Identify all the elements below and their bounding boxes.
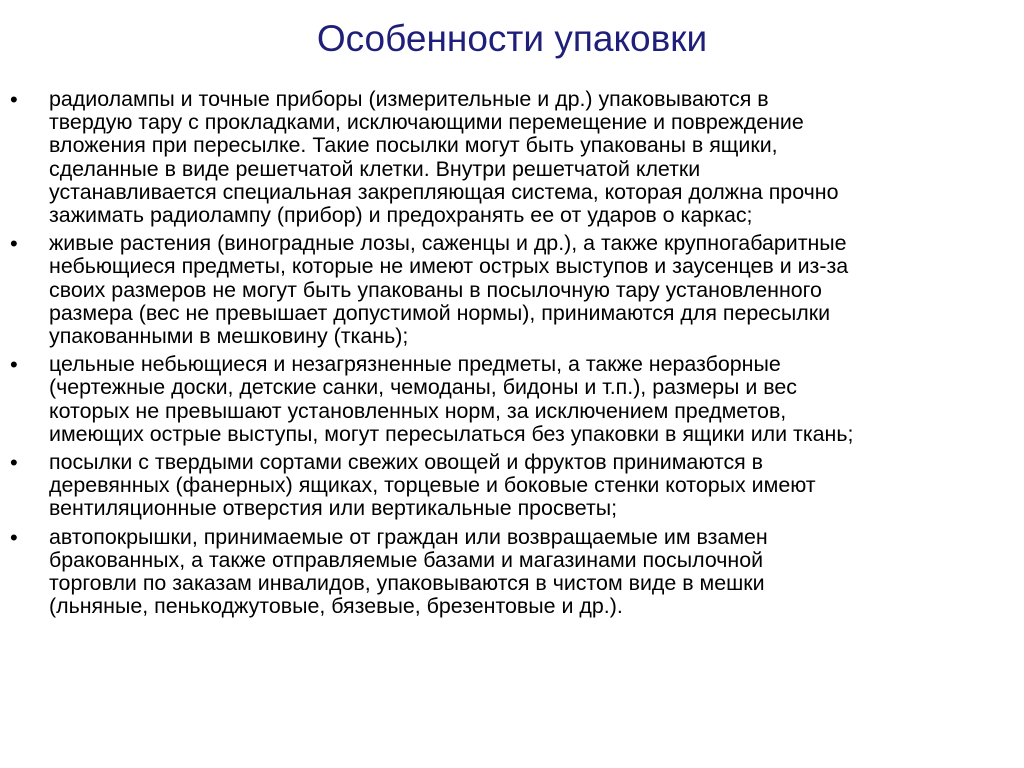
bullet-item <box>0 232 1024 348</box>
bullet-item <box>0 353 1024 446</box>
bullet-list <box>0 88 1024 623</box>
bullet-text: радиолампы и точные приборы (измерительные и др.) упаковываются в твердую тару с прокладками, исключающими перемещение и повреждение вложения при пересылке. Такие посылки могут быть упакованы в ящики, сделанные в виде решетчатой клетки. Внутри решетчатой клетки устанавливается специальная закрепляющая система, которая должна прочно зажимать радиолампу (прибор) и предохранять ее от ударов о каркас; <box>49 87 839 228</box>
bullet-text: посылки с твердыми сортами свежих овощей и фруктов принимаются в деревянных (фанерных) ящиках, торцевые и боковые стенки которых имеют вентиляционные отверстия или вертикальные просветы; <box>49 450 816 521</box>
slide-title: Особенности упаковки <box>316 18 708 59</box>
bullet-text: живые растения (виноградные лозы, саженцы и др.), а также крупногабаритные небьющиеся предметы, которые не имеют острых выступов и заусенцев и из-за своих размеров не могут быть упакованы в посылочную тару установленного размера (вес не превышает допустимой нормы), принимаются для пересылки упакованными в мешковину (ткань); <box>49 231 849 349</box>
bullet-text: цельные небьющиеся и незагрязненные предметы, а также неразборные (чертежные доски, детские санки, чемоданы, бидоны и т.п.), размеры и вес которых не превышают установленных норм, за исключением предметов, имеющих острые выступы, могут пересылаться без упаковки в ящики или ткань; <box>49 352 854 446</box>
bullet-text: автопокрышки, принимаемые от граждан или возвращаемые им взамен бракованных, а также отправляемые базами и магазинами посылочной торговли по заказам инвалидов, упаковываются в чистом виде в мешки (льняные, пенькоджутовые, бязевые, брезентовые и др.). <box>49 524 768 619</box>
bullet-dot-icon: • <box>10 87 18 112</box>
bullet-dot-icon: • <box>10 450 18 476</box>
bullet-item <box>0 526 1024 619</box>
bullet-item <box>0 451 1024 521</box>
bullet-dot-icon: • <box>10 524 18 550</box>
bullet-dot-icon: • <box>10 231 18 257</box>
bullet-dot-icon: • <box>10 352 18 378</box>
bullet-item <box>0 88 1024 227</box>
